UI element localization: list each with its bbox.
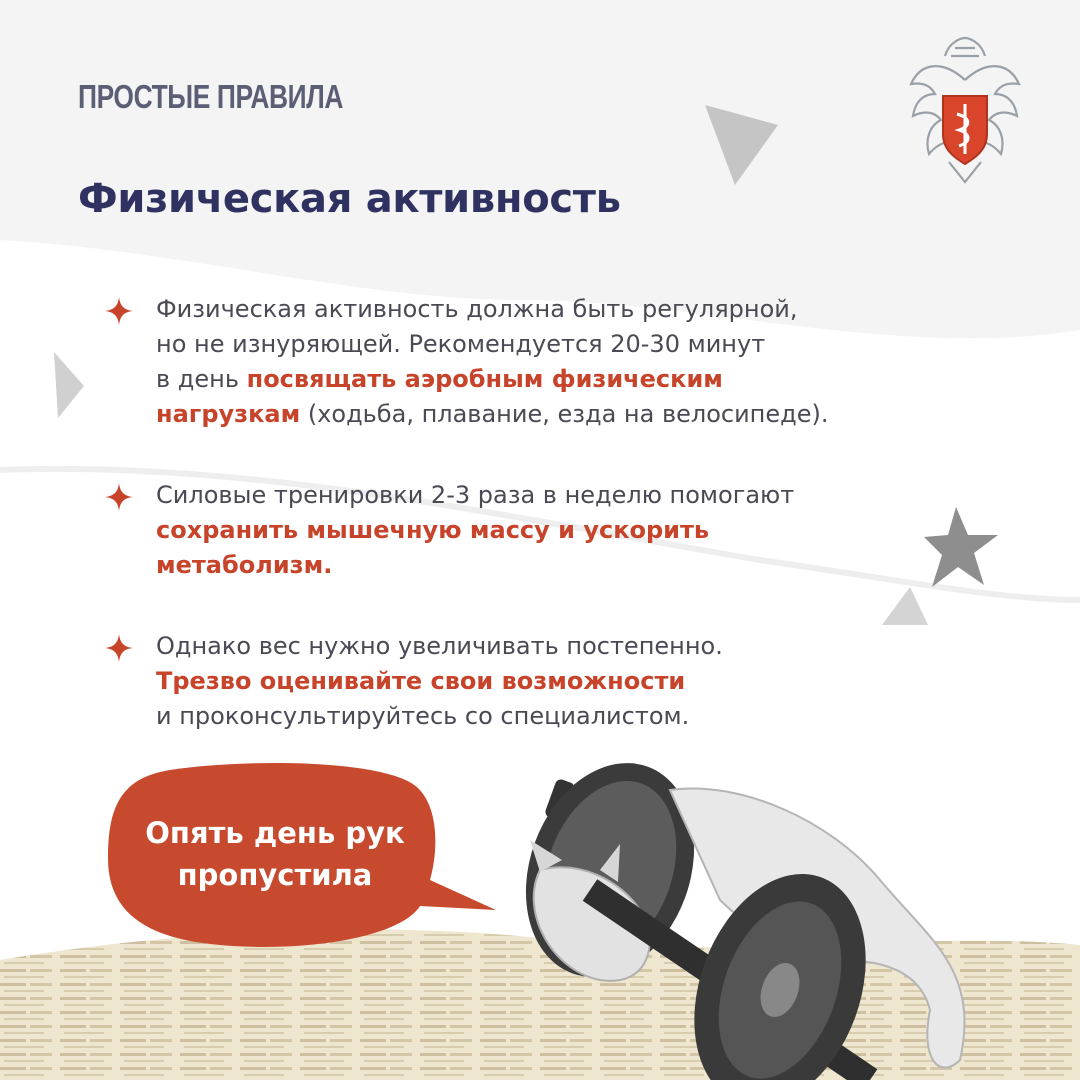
tip-line bbox=[156, 327, 944, 362]
tip-line bbox=[156, 664, 944, 699]
bullet-star-icon bbox=[104, 296, 134, 326]
tip-highlight: посвящать аэробным физическим bbox=[246, 365, 723, 393]
tip-text bbox=[156, 478, 944, 583]
page-title: Физическая активность bbox=[78, 176, 621, 222]
tip-fragment: (ходьба, плавание, езда на велосипеде). bbox=[300, 400, 829, 428]
tip-line bbox=[156, 397, 944, 432]
tip-line bbox=[156, 548, 944, 583]
ministry-emblem-icon bbox=[905, 32, 1025, 192]
tip-text bbox=[156, 292, 944, 432]
tip-highlight: Трезво оценивайте свои возможности bbox=[156, 667, 686, 695]
tip-highlight: метаболизм. bbox=[156, 551, 333, 579]
tip-highlight: нагрузкам bbox=[156, 400, 301, 428]
tip-fragment: в день bbox=[156, 365, 247, 393]
tip-item bbox=[104, 478, 944, 583]
tip-line bbox=[156, 362, 944, 397]
speech-bubble-text bbox=[115, 812, 435, 896]
triangle-shape-icon bbox=[700, 100, 780, 190]
speech-bubble-line: пропустила bbox=[177, 858, 373, 892]
tip-line bbox=[156, 513, 944, 548]
speech-bubble-line: Опять день рук bbox=[145, 816, 405, 850]
tip-fragment: Однако вес нужно увеличивать постепенно. bbox=[156, 632, 723, 660]
tip-fragment: но не изнуряющей. Рекомендуется 20-30 минут bbox=[156, 330, 766, 358]
tip-text bbox=[156, 629, 944, 734]
tip-highlight: сохранить мышечную массу и ускорить bbox=[156, 516, 710, 544]
kitten-on-dumbbell-icon bbox=[500, 760, 1020, 1080]
tip-fragment: Физическая активность должна быть регулярной, bbox=[156, 295, 798, 323]
tip-fragment: и проконсультируйтесь со специалистом. bbox=[156, 702, 690, 730]
tip-line bbox=[156, 699, 944, 734]
triangle-shape-icon bbox=[48, 350, 88, 420]
series-label: ПРОСТЫЕ ПРАВИЛА bbox=[78, 78, 344, 115]
tip-item bbox=[104, 629, 944, 734]
bullet-star-icon bbox=[104, 633, 134, 663]
tip-line bbox=[156, 478, 944, 513]
tip-line bbox=[156, 629, 944, 664]
bullet-star-icon bbox=[104, 482, 134, 512]
tips-list bbox=[104, 292, 944, 780]
tip-fragment: Силовые тренировки 2-3 раза в неделю помогают bbox=[156, 481, 795, 509]
tip-line bbox=[156, 292, 944, 327]
tip-item bbox=[104, 292, 944, 432]
